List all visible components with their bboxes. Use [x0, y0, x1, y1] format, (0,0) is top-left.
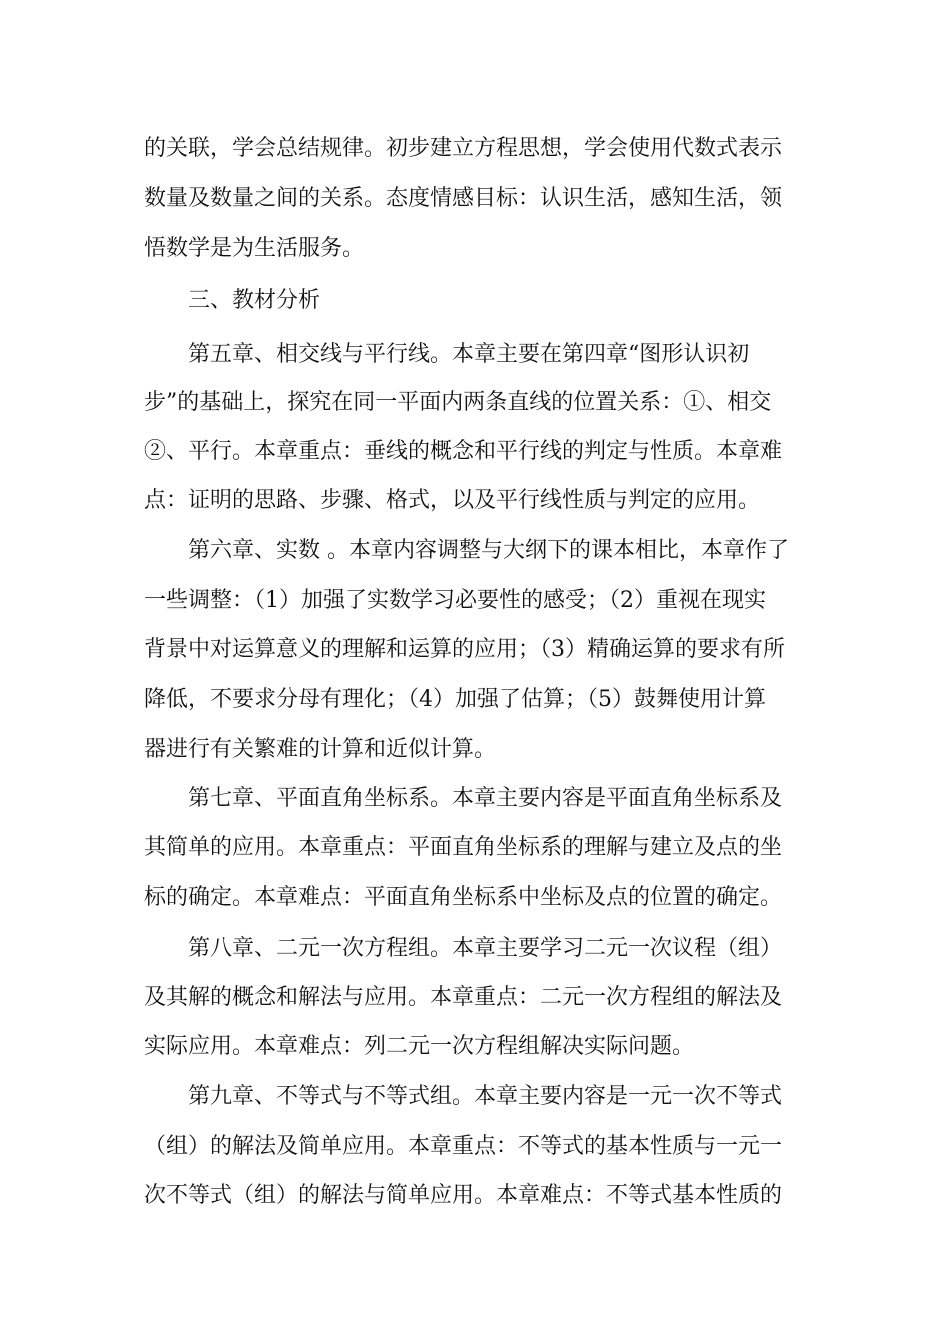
chapter-line: 点：证明的思路、步骤、格式，以及平行线性质与判定的应用。 [144, 488, 761, 513]
intro-line: 的关联，学会总结规律。初步建立方程思想，学会使用代数式表示 [144, 136, 783, 161]
chapter-line: 第六章、实数 。本章内容调整与大纲下的课本相比，本章作了 [188, 538, 789, 563]
chapter-line: 第八章、二元一次方程组。本章主要学习二元一次议程（组） [188, 936, 783, 961]
chapter-line: ②、平行。本章重点：垂线的概念和平行线的判定与性质。本章难 [144, 439, 783, 464]
chapter-line: 第五章、相交线与平行线。本章主要在第四章“图形认识初 [188, 342, 750, 367]
chapter-line: 器进行有关繁难的计算和近似计算。 [144, 737, 497, 762]
chapter-line: 一些调整：（1）加强了实数学习必要性的感受；（2）重视在现实 [144, 588, 766, 613]
chapter-line: 实际应用。本章难点：列二元一次方程组解决实际问题。 [144, 1034, 695, 1059]
chapter-line: 第七章、平面直角坐标系。本章主要内容是平面直角坐标系及 [188, 786, 783, 811]
chapter-line: 降低，不要求分母有理化；（4）加强了估算；（5）鼓舞使用计算 [144, 687, 766, 712]
chapter-line: 步”的基础上，探究在同一平面内两条直线的位置关系：①、相交 [144, 390, 772, 415]
chapter-line: 及其解的概念和解法与应用。本章重点：二元一次方程组的解法及 [144, 985, 783, 1010]
chapter-line: （组）的解法及简单应用。本章重点：不等式的基本性质与一元一 [144, 1134, 783, 1159]
chapter-line: 标的确定。本章难点：平面直角坐标系中坐标及点的位置的确定。 [144, 885, 783, 910]
chapter-line: 第九章、不等式与不等式组。本章主要内容是一元一次不等式 [188, 1084, 783, 1109]
section-heading: 三、教材分析 [188, 288, 321, 313]
chapter-line: 次不等式（组）的解法与简单应用。本章难点：不等式基本性质的 [144, 1183, 783, 1208]
intro-line: 悟数学是为生活服务。 [144, 236, 365, 261]
intro-line: 数量及数量之间的关系。态度情感目标：认识生活，感知生活，领 [144, 186, 783, 211]
chapter-line: 其简单的应用。本章重点：平面直角坐标系的理解与建立及点的坐 [144, 835, 783, 860]
chapter-line: 背景中对运算意义的理解和运算的应用；（3）精确运算的要求有所 [144, 637, 785, 662]
